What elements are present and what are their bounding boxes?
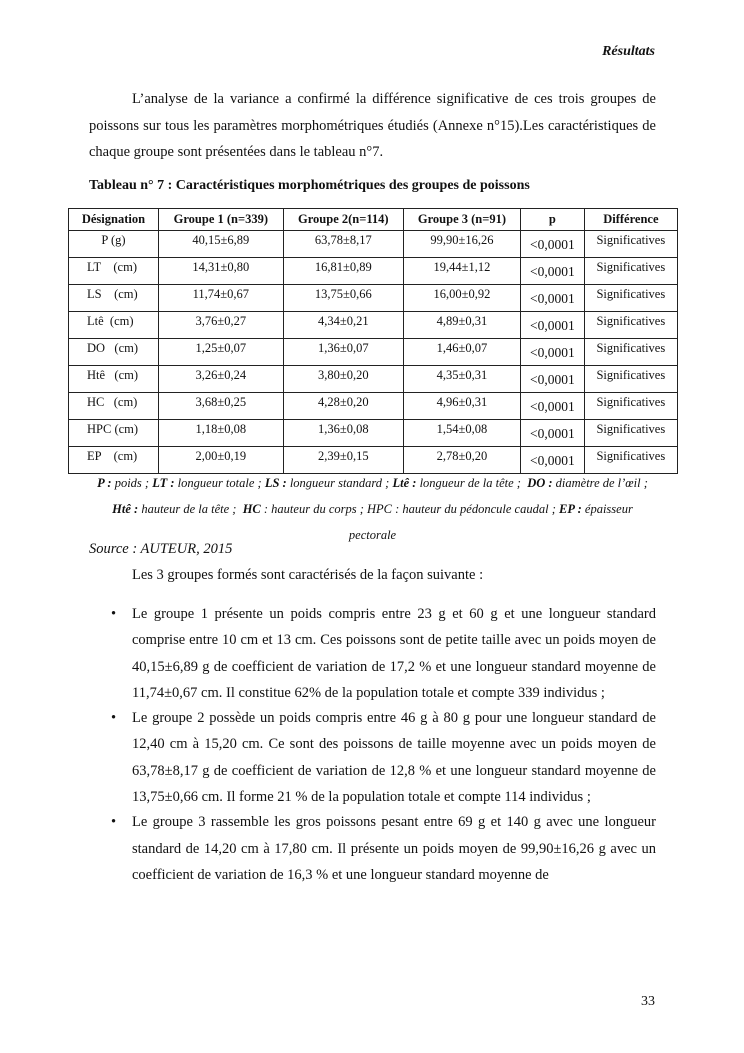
table-row: [69, 393, 678, 420]
legend-abbr: DO :: [527, 476, 553, 490]
table-cell: 40,15±6,89: [158, 231, 283, 258]
table-cell: 4,89±0,31: [403, 312, 520, 339]
table-cell: LT (cm): [69, 258, 159, 285]
legend-abbr: LT :: [152, 476, 175, 490]
table-cell: 3,76±0,27: [158, 312, 283, 339]
table-cell: Significatives: [584, 258, 677, 285]
table-cell: 4,35±0,31: [403, 366, 520, 393]
legend-definition: longueur standard ;: [286, 476, 393, 490]
legend-definition: longueur de la tête ;: [416, 476, 528, 490]
table-cell: 1,36±0,07: [283, 339, 403, 366]
table-cell: 1,25±0,07: [158, 339, 283, 366]
table-row: [69, 285, 678, 312]
legend-definition: épaisseur pectorale: [348, 502, 636, 542]
table-source: Source : AUTEUR, 2015: [89, 541, 233, 557]
table-legend: [89, 470, 656, 548]
table-cell: <0,0001: [521, 447, 585, 474]
bullet-icon: •: [111, 606, 117, 622]
table-cell: Ltê (cm): [69, 312, 159, 339]
table-cell: Significatives: [584, 285, 677, 312]
table-cell: Significatives: [584, 393, 677, 420]
morphometric-table: [68, 208, 678, 474]
legend-abbr: LS :: [264, 476, 287, 490]
bullet-icon: •: [111, 814, 117, 831]
table-cell: <0,0001: [521, 339, 585, 366]
table-cell: <0,0001: [521, 420, 585, 447]
table-caption: Tableau n° 7 : Caractéristiques morphométriques des groupes de poissons: [89, 178, 530, 193]
legend-abbr: EP :: [558, 502, 582, 516]
table-cell: 4,28±0,20: [283, 393, 403, 420]
table-cell: Significatives: [584, 447, 677, 474]
table-cell: Significatives: [584, 312, 677, 339]
table-cell: <0,0001: [521, 312, 585, 339]
table-cell: 4,96±0,31: [403, 393, 520, 420]
table-cell: Significatives: [584, 420, 677, 447]
legend-definition: poids ;: [111, 476, 153, 490]
table-cell: HPC (cm): [69, 420, 159, 447]
table-cell: DO (cm): [69, 339, 159, 366]
running-header: Résultats: [602, 44, 655, 59]
bullet-text: Le groupe 2 possède un poids compris entre 46 g à 80 g pour une longueur standard de 12,40 cm à 15,20 cm. Ce sont des poissons de taille moyenne avec un poids moyen de 63,78±8,17 g de coefficient de variation de 12,8 % et une longueur standard moyenne de 13,75±0,66 cm. Il forme 21 % de la population totale et compte 114 individus ;: [132, 710, 656, 806]
legend-abbr: P :: [97, 476, 112, 490]
bullet-item: [89, 809, 656, 888]
table-cell: Significatives: [584, 231, 677, 258]
table-cell: 14,31±0,80: [158, 258, 283, 285]
table-cell: Significatives: [584, 366, 677, 393]
groups-intro: Les 3 groupes formés sont caractérisés de la façon suivante :: [132, 567, 484, 583]
legend-abbr: HC: [242, 502, 261, 516]
table-row: [69, 420, 678, 447]
table-cell: 3,68±0,25: [158, 393, 283, 420]
table-cell: 11,74±0,67: [158, 285, 283, 312]
table-cell: <0,0001: [521, 258, 585, 285]
bullet-item: [89, 705, 656, 810]
column-header: Groupe 1 (n=339): [158, 209, 283, 231]
table-row: [69, 258, 678, 285]
table-cell: <0,0001: [521, 393, 585, 420]
table-cell: <0,0001: [521, 366, 585, 393]
table-cell: Significatives: [584, 339, 677, 366]
legend-definition: diamètre de l’œil ;: [552, 476, 655, 490]
table-cell: 63,78±8,17: [283, 231, 403, 258]
table-cell: 2,00±0,19: [158, 447, 283, 474]
table-row: [69, 231, 678, 258]
table-cell: <0,0001: [521, 231, 585, 258]
column-header: Groupe 2(n=114): [283, 209, 403, 231]
table-cell: 3,26±0,24: [158, 366, 283, 393]
legend-definition: hauteur de la tête ;: [138, 502, 243, 516]
intro-text: L’analyse de la variance a confirmé la différence significative de ces trois groupes de poissons sur tous les paramètres morphométriques étudiés (Annexe n°15).Les caractéristiques de chaque groupe sont présentées dans le tableau n°7.: [89, 91, 656, 160]
table-header-row: [69, 209, 678, 231]
table-cell: 1,36±0,08: [283, 420, 403, 447]
table-body: [69, 231, 678, 474]
column-header: Groupe 3 (n=91): [403, 209, 520, 231]
group-list: [89, 601, 656, 887]
bullet-item: [89, 601, 656, 706]
table-cell: 1,46±0,07: [403, 339, 520, 366]
table-cell: 19,44±1,12: [403, 258, 520, 285]
table-cell: 16,81±0,89: [283, 258, 403, 285]
table-cell: LS (cm): [69, 285, 159, 312]
page-number: 33: [641, 994, 655, 1009]
table-cell: Htê (cm): [69, 366, 159, 393]
table-cell: 2,78±0,20: [403, 447, 520, 474]
legend-abbr: Ltê :: [392, 476, 417, 490]
column-header: Désignation: [69, 209, 159, 231]
column-header: p: [521, 209, 585, 231]
legend-abbr: Htê :: [112, 502, 139, 516]
table-cell: 99,90±16,26: [403, 231, 520, 258]
bullet-text: Le groupe 3 rassemble les gros poissons pesant entre 69 g et 140 g avec une longueur standard de 14,20 cm à 17,80 cm. Il présente un poids moyen de 99,90±16,26 g avec un coefficient de variation de 16,3 % et une longueur standard moyenne de: [132, 814, 656, 883]
table-cell: 13,75±0,66: [283, 285, 403, 312]
bullet-icon: •: [111, 710, 117, 727]
table-cell: 4,34±0,21: [283, 312, 403, 339]
legend-definition: longueur totale ;: [174, 476, 265, 490]
table-cell: <0,0001: [521, 285, 585, 312]
table-cell: 1,54±0,08: [403, 420, 520, 447]
bullet-text: Le groupe 1 présente un poids compris entre 23 g et 60 g et une longueur standard comprise entre 10 cm et 13 cm. Ces poissons sont de petite taille avec un poids moyen de 40,15±6,89 g de coefficient de variation de 17,2 % et une longueur standard moyenne de 11,74±0,67 cm. Il constitue 62% de la population totale et compte 339 individus ;: [132, 606, 656, 701]
table-cell: 1,18±0,08: [158, 420, 283, 447]
table-cell: 16,00±0,92: [403, 285, 520, 312]
table-cell: P (g): [69, 231, 159, 258]
legend-definition: : hauteur du corps ; HPC : hauteur du pédoncule caudal ;: [260, 502, 559, 516]
table-row: [69, 339, 678, 366]
table-row: [69, 366, 678, 393]
table-cell: HC (cm): [69, 393, 159, 420]
table-cell: 3,80±0,20: [283, 366, 403, 393]
table-row: [69, 312, 678, 339]
intro-paragraph: [89, 86, 656, 166]
table-cell: EP (cm): [69, 447, 159, 474]
column-header: Différence: [584, 209, 677, 231]
table-cell: 2,39±0,15: [283, 447, 403, 474]
